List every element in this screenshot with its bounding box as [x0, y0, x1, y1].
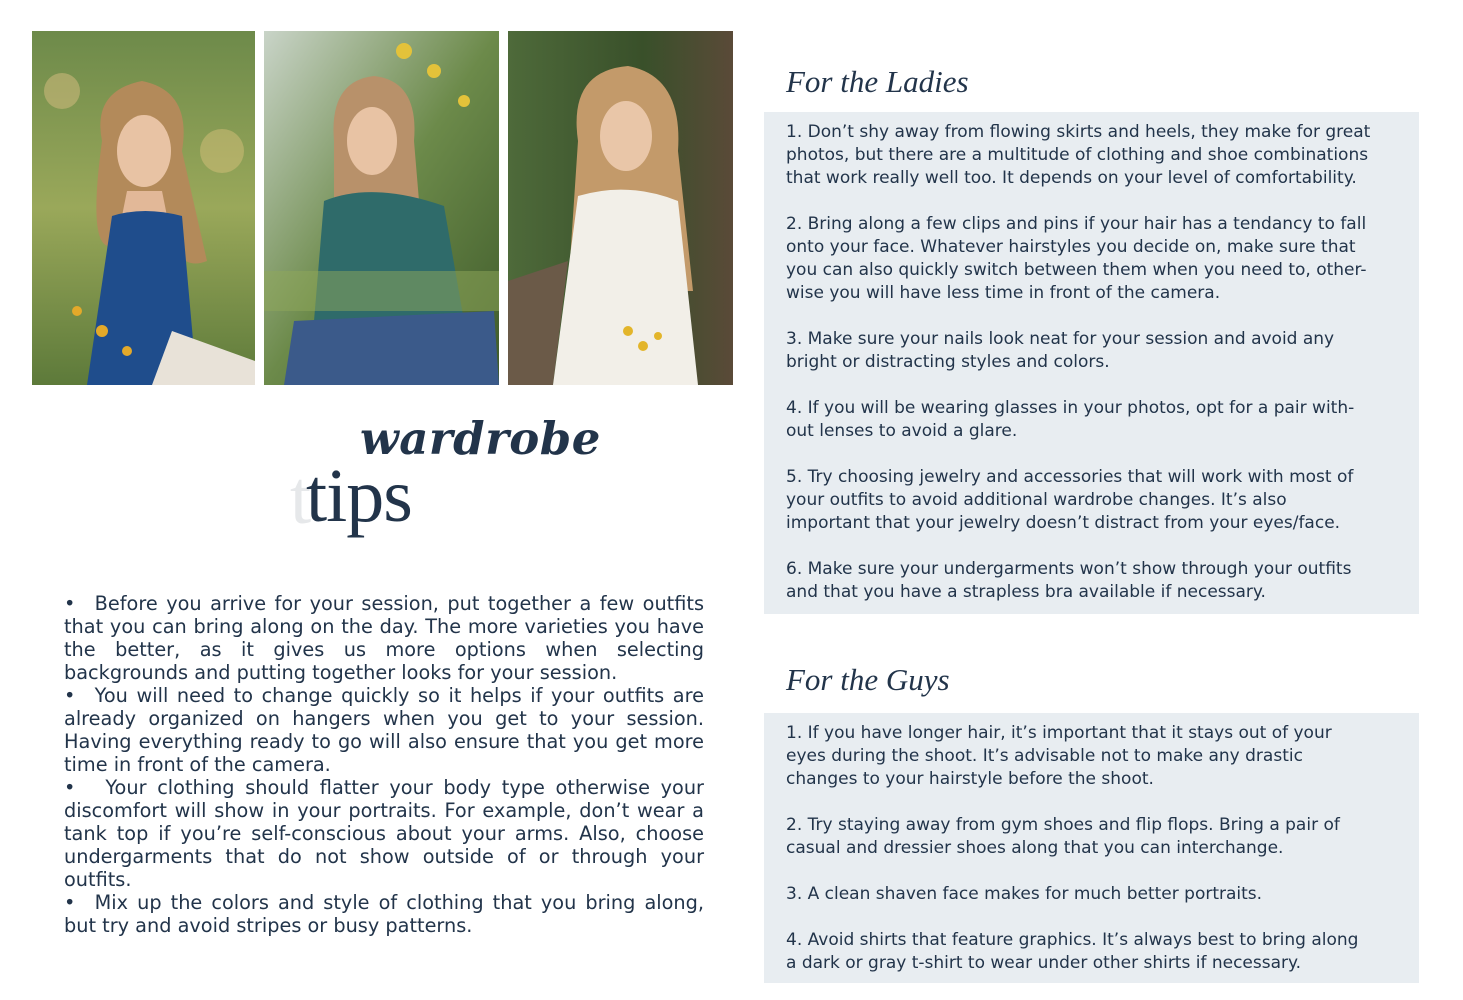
ladies-tip: 2. Bring along a few clips and pins if your hair has a tendancy to fall onto your face. Whatever hairstyles you decide on, make sure that you can also quickly switch between them when you need to, other- wise you will have less time in front of the camera.: [786, 214, 1367, 303]
title-tips: tips: [306, 454, 412, 538]
general-tip: • You will need to change quickly so it helps if your outfits are already organized on hangers when you get to your session. Having everything ready to go will also ensure that you get more time in front of the camera.: [64, 684, 704, 776]
ladies-tip: 6. Make sure your undergarments won’t show through your outfits and that you have a strapless bra available if necessary.: [786, 559, 1352, 602]
guys-tip: 2. Try staying away from gym shoes and flip flops. Bring a pair of casual and dressier shoes along that you can interchange.: [786, 815, 1340, 858]
ladies-tip: 5. Try choosing jewelry and accessories that will work with most of your outfits to avoid additional wardrobe changes. It’s also important that your jewelry doesn’t distract from your eyes/face.: [786, 467, 1354, 533]
ladies-tip: 1. Don’t shy away from flowing skirts and heels, they make for great photos, but there are a multitude of clothing and shoe combinations that work really well too. It depends on your level of comfortability.: [786, 122, 1371, 188]
guys-tip: 4. Avoid shirts that feature graphics. It’s always best to bring along a dark or gray t-shirt to wear under other shirts if necessary.: [786, 930, 1359, 973]
ladies-tips-box: [764, 112, 1419, 614]
ladies-heading: For the Ladies: [786, 64, 969, 99]
general-tip: • Your clothing should flatter your body type otherwise your discomfort will show in your portraits. For example, don’t wear a tank top if you’re self-conscious about your arms. Also, choose undergarments that do not show outside of or through your outfits.: [64, 776, 704, 891]
portrait-photo-3: [508, 31, 733, 385]
portrait-photo-1: [32, 31, 255, 385]
general-tip: • Mix up the colors and style of clothing that you bring along, but try and avoid stripes or busy patterns.: [64, 891, 704, 937]
ladies-tip: 4. If you will be wearing glasses in your photos, opt for a pair with- out lenses to avoid a glare.: [786, 398, 1355, 441]
guys-tip: 3. A clean shaven face makes for much better portraits.: [786, 884, 1263, 904]
general-tip: • Before you arrive for your session, put together a few outfits that you can bring along on the day. The more varieties you have the better, as it gives us more options when selecting backgrounds and putting together looks for your session.: [64, 592, 704, 684]
general-tips-list: [64, 592, 704, 937]
title-ghost-letter: t: [290, 456, 312, 540]
guys-tips-box: [764, 713, 1419, 983]
guys-heading: For the Guys: [786, 662, 950, 697]
ladies-tip: 3. Make sure your nails look neat for your session and avoid any bright or distracting styles and colors.: [786, 329, 1335, 372]
portrait-photo-2: [264, 31, 499, 385]
guys-tip: 1. If you have longer hair, it’s important that it stays out of your eyes during the shoot. It’s advisable not to make any drastic changes to your hairstyle before the shoot.: [786, 723, 1332, 789]
title-wardrobe: wardrobe: [360, 412, 601, 465]
